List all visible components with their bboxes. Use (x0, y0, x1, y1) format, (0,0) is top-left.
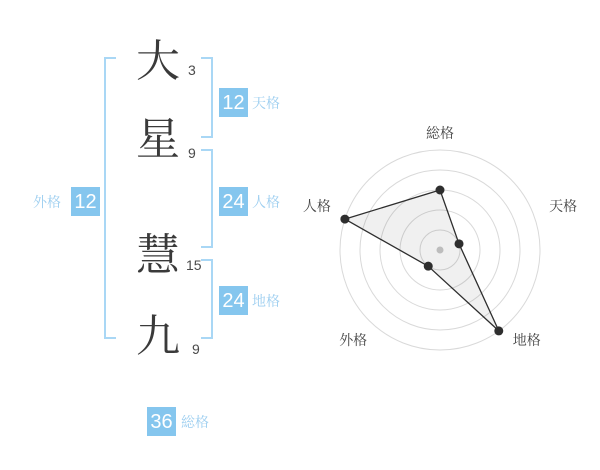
name-character: 大 (136, 37, 180, 86)
radar-point (424, 262, 433, 271)
radar-axis-label: 天格 (549, 198, 578, 215)
gaikaku-badge: 12 (71, 187, 100, 216)
radar-axis-label: 地格 (512, 331, 541, 348)
jinkaku-label: 人格 (252, 194, 280, 210)
chikaku-badge: 24 (219, 286, 248, 315)
soukaku-badge: 36 (147, 407, 176, 436)
radar-axis-label: 外格 (339, 331, 368, 348)
jinkaku-badge: 24 (219, 187, 248, 216)
radar-point (340, 215, 349, 224)
name-character: 九 (136, 312, 180, 361)
chikaku-label: 地格 (252, 293, 280, 309)
gaikaku-label: 外格 (33, 194, 61, 210)
radar-axis-label: 人格 (302, 198, 331, 215)
jinkaku-bracket (201, 149, 213, 248)
stroke-count: 15 (186, 257, 202, 273)
radar-axis-label: 総格 (426, 125, 454, 141)
name-character: 星 (136, 115, 180, 164)
tenkaku-badge: 12 (219, 88, 248, 117)
gaikaku-bracket (104, 57, 116, 339)
radar-polygon (345, 190, 499, 331)
radar-point (455, 239, 464, 248)
radar-svg (290, 110, 590, 390)
fortune-radar-chart (290, 110, 590, 390)
stroke-count: 9 (192, 341, 200, 357)
stroke-count: 3 (188, 62, 196, 78)
name-character: 慧 (136, 231, 180, 280)
radar-point (494, 326, 503, 335)
soukaku-label: 総格 (181, 414, 209, 430)
tenkaku-bracket (201, 57, 213, 138)
tenkaku-label: 天格 (252, 95, 280, 111)
chikaku-bracket (201, 259, 213, 339)
radar-point (436, 186, 445, 195)
radar-center-dot (437, 247, 444, 254)
stroke-count: 9 (188, 145, 196, 161)
